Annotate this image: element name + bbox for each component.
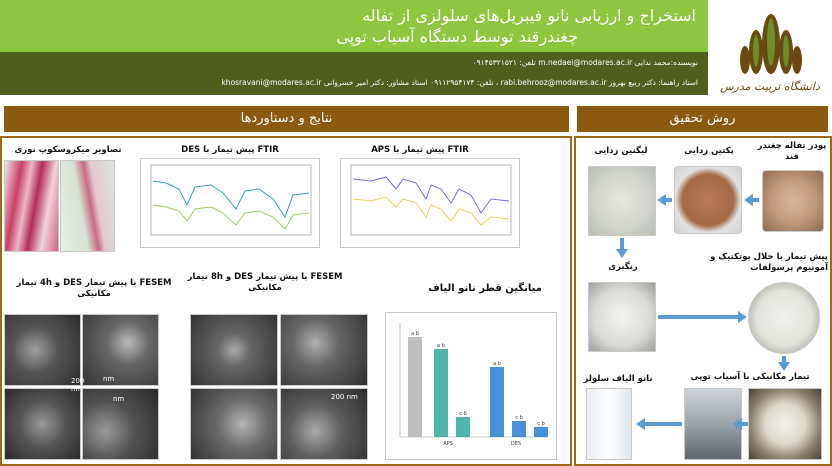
bar-4 [512,421,526,437]
microscope-caption: تصاویر میکروسکوپ نوری [14,145,122,155]
sem-scale-label: 200 nm [71,377,85,393]
photo-pretreat [748,282,820,354]
step-bleach-label: رنگبری [608,262,638,272]
arrow-right-icon [738,311,747,323]
bar-2 [456,417,470,437]
category-tick-aps: APS [443,441,453,447]
ftir-aps-caption: FTIR پیش تیمار با APS [371,145,469,155]
photo-nanofiber-vial [586,388,632,460]
bar-1 [434,349,448,437]
photo-powder [762,170,824,232]
step-pectin-label: پکتین زدایی [684,146,734,156]
bar-5 [534,427,548,437]
ftir-des-spectrum [140,158,320,248]
sem-scale-label: 200 nm [331,393,358,401]
microscope-image-2 [60,160,115,252]
bar-chart-svg [386,313,556,459]
arrow-down-icon [616,249,628,258]
arrow-left-icon [636,418,645,430]
step-mech-label: تیمار مکانیکی با آسیاب توپی [690,372,810,382]
bar-label-4: c b [515,415,523,421]
sem-scale-label: nm [103,375,115,383]
arrow-shaft [644,422,682,426]
arrow-down-icon [778,362,790,371]
fesem-8h-image-1 [190,314,278,386]
arrow-left-icon [657,194,666,206]
university-logo [708,0,832,106]
fesem-8h-image-3 [190,388,278,460]
bar-0 [408,337,422,437]
ftir-aps-spectrum [340,158,520,248]
logo-text: دانشگاه تربیت مدرس [720,80,820,93]
step-lignin-label: لیگنین زدایی [594,146,648,156]
fesem-8h-caption: FESEM با پیش تیمار DES و 8h تیمار مکانیکی [187,272,343,293]
arrow-shaft [658,315,738,319]
fesem-8h-image-4 [280,388,368,460]
fesem-8h-image-2 [280,314,368,386]
arrow-left-icon [733,418,742,430]
photo-lignin [588,166,656,236]
photo-bleach [588,282,656,352]
advisors-line: استاد راهنما: دکتر ربیع بهروز rabi.behrooz@modares.ac.ir ، تلفن: ۰۹۱۱۲۹۵۴۱۷۴ استاد مشاور: دکتر امیر خسروانی khosravani@modares.ac.ir [221,78,698,87]
fesem-4h-image-2 [82,314,159,386]
arrow-left-icon [744,194,753,206]
bar-label-5: c b [537,421,545,427]
diameter-caption: میانگین قطر نانو الیاف [428,283,542,294]
microscope-image-1 [4,160,59,252]
step-powder-label: پودر تفاله چغندر قند [757,141,827,162]
fesem-4h-image-4 [82,388,159,460]
step-pretreat-label: پیش تیمار با حلال یوتکتیک و آمونیوم پرسولفات [710,252,828,273]
method-section-header: روش تحقیق [577,106,828,132]
poster-title-line2: چغندرقند توسط دستگاه آسیاب توپی [336,27,578,46]
category-tick-des: DES [510,441,522,447]
step-nano-label: نانو الیاف سلولز [583,374,653,384]
ftir-des-caption: FTIR پیش تیمار با DES [181,145,279,155]
fesem-4h-image-3 [4,377,85,460]
bar-3 [490,367,504,437]
photo-grinding-jar [748,388,822,460]
title-band [0,0,708,52]
fesem-4h-image-1 [4,314,81,386]
bar-label-2: c b [459,411,467,417]
bar-label-0: a b [411,331,419,337]
fesem-4h-caption: FESEM با پیش تیمار DES و 4h تیمار مکانیکی [16,278,172,299]
diameter-bar-chart [385,312,557,460]
results-section-header: نتایج و دستاوردها [4,106,569,132]
sem-scale-label: nm [113,395,125,403]
bar-label-1: a b [437,343,445,349]
author-band [0,52,708,95]
bar-label-3: a b [493,361,501,367]
photo-pectin [674,166,742,234]
poster-title-line1: استخراج و ارزیابی نانو فیبریل‌های سلولزی از تفاله [362,6,696,25]
author-line: نویسنده:محمد ندایی m.nedaei@modares.ac.ir تلفن: ۰۹۱۴۵۳۲۱۵۲۱ [472,58,698,67]
